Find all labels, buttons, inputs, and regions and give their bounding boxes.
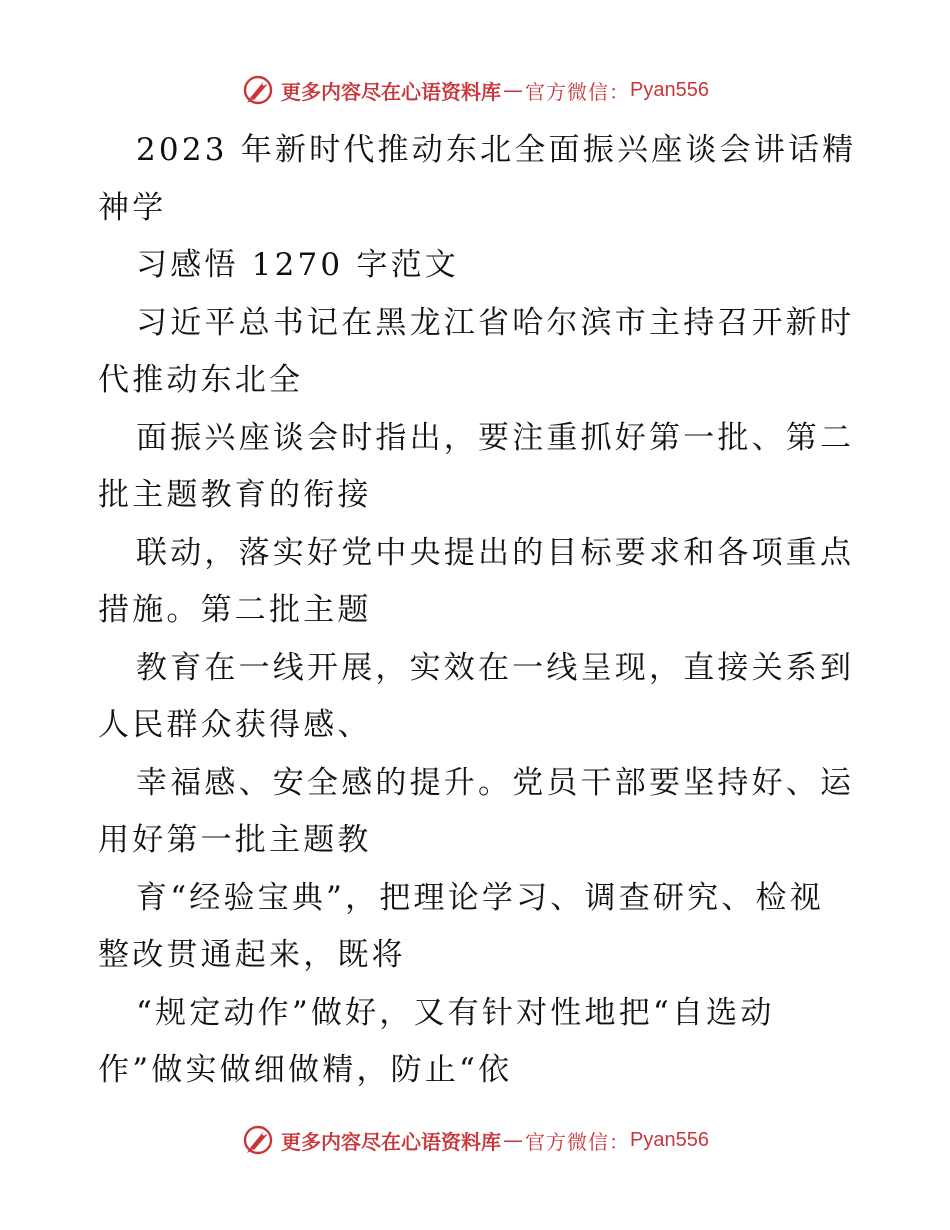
watermark-slogan: 更多内容尽在心语资料库 bbox=[281, 1129, 502, 1154]
text-line: 习近平总书记在黑龙江省哈尔滨市主持召开新时 bbox=[136, 304, 855, 341]
pen-nib-circle-icon bbox=[241, 1123, 275, 1157]
text-line: 幸福感、安全感的提升。党员干部要坚持好、运 bbox=[136, 764, 855, 801]
text-line: 整改贯通起来，既将 bbox=[98, 937, 406, 973]
watermark-wechat-id: Pyan556 bbox=[630, 78, 709, 101]
watermark-wechat-label: 官方微信： bbox=[525, 1129, 631, 1154]
watermark-dash: — bbox=[503, 78, 524, 102]
text-line: 联动，落实好党中央提出的目标要求和各项重点 bbox=[136, 534, 855, 571]
text-line: 教育在一线开展，实效在一线呈现，直接关系到 bbox=[136, 649, 855, 686]
text-line: 批主题教育的衔接 bbox=[98, 477, 372, 513]
watermark-wechat-id: Pyan556 bbox=[630, 1128, 709, 1151]
footer-watermark bbox=[0, 1120, 950, 1160]
text-line: 神学 bbox=[98, 189, 167, 226]
text-line: 习感悟 1270 字范文 bbox=[136, 247, 459, 283]
pen-nib-circle-icon bbox=[241, 73, 275, 107]
text-line: 作”做实做细做精，防止“依 bbox=[98, 1052, 513, 1088]
watermark-slogan: 更多内容尽在心语资料库 bbox=[281, 79, 502, 104]
watermark-dash: — bbox=[503, 1128, 524, 1152]
watermark-wechat-label: 官方微信： bbox=[525, 79, 631, 104]
text-line: 代推动东北全 bbox=[98, 362, 304, 398]
text-line: 2023 年新时代推动东北全面振兴座谈会讲话精 bbox=[136, 132, 857, 168]
text-line: 育“经验宝典”，把理论学习、调查研究、检视 bbox=[136, 879, 824, 916]
text-line: 用好第一批主题教 bbox=[98, 822, 372, 858]
text-line: 人民群众获得感、 bbox=[98, 707, 372, 743]
text-line: “规定动作”做好，又有针对性地把“自选动 bbox=[136, 994, 775, 1031]
text-line: 措施。第二批主题 bbox=[98, 592, 372, 628]
header-watermark bbox=[0, 70, 950, 110]
document-body bbox=[98, 122, 858, 1100]
text-line: 面振兴座谈会时指出，要注重抓好第一批、第二 bbox=[136, 419, 855, 456]
